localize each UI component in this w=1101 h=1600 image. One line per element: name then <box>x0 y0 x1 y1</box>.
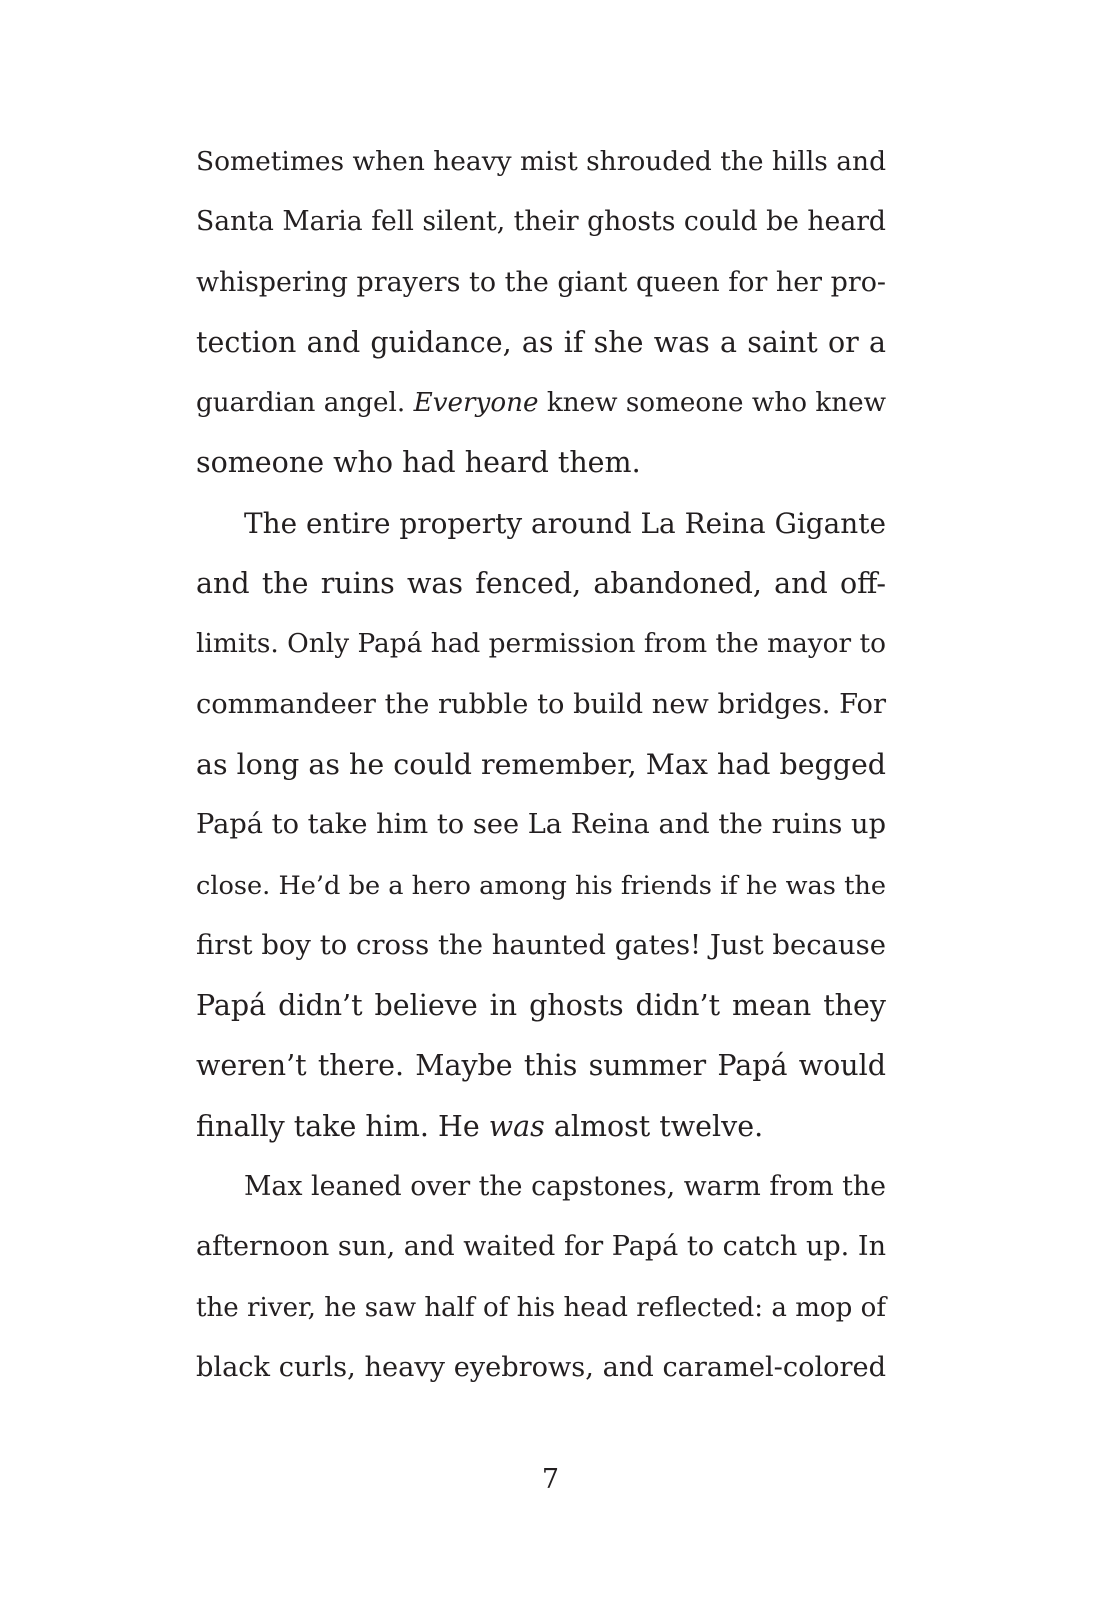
text-segment: and the ruins was fenced, abandoned, and off- <box>196 567 886 601</box>
text-segment: The entire property around La Reina Gigante <box>244 506 886 540</box>
text-segment: close. He’d be a hero among his friends if he was the <box>196 870 886 901</box>
text-line <box>196 795 886 855</box>
text-line <box>196 192 886 252</box>
paragraph <box>196 494 886 1157</box>
text-line <box>196 735 886 795</box>
text-line <box>196 1217 886 1277</box>
body-text <box>196 132 886 1398</box>
text-line <box>196 614 886 674</box>
italic-text: was <box>488 1109 545 1143</box>
text-line <box>196 554 886 614</box>
text-segment: afternoon sun, and waited for Papá to catch up. In <box>196 1231 886 1263</box>
text-line <box>196 494 886 554</box>
text-segment: Sometimes when heavy mist shrouded the hills and <box>196 146 886 177</box>
text-segment: Papá didn’t believe in ghosts didn’t mean they <box>196 989 886 1023</box>
text-segment: tection and guidance, as if she was a saint or a <box>196 325 886 359</box>
text-segment: Papá to take him to see La Reina and the ruins up <box>196 809 886 841</box>
text-segment: as long as he could remember, Max had begged <box>196 747 886 781</box>
text-segment: first boy to cross the haunted gates! Just because <box>196 929 886 961</box>
text-line <box>196 132 886 192</box>
text-line <box>196 1278 886 1338</box>
text-line <box>196 1036 886 1096</box>
text-segment: almost twelve. <box>544 1109 764 1143</box>
text-segment: weren’t there. Maybe this summer Papá would <box>196 1049 886 1083</box>
text-segment: finally take him. He <box>196 1109 489 1143</box>
text-segment: knew someone who knew <box>538 388 886 419</box>
text-line <box>196 433 886 493</box>
page-number: 7 <box>541 1464 560 1495</box>
text-line <box>196 916 886 976</box>
text-segment: Santa Maria fell silent, their ghosts could be heard <box>196 206 886 238</box>
text-line <box>196 976 886 1036</box>
text-line <box>196 373 886 433</box>
text-segment: guardian angel. <box>196 388 414 419</box>
italic-text: Everyone <box>413 388 539 419</box>
text-line <box>196 856 886 916</box>
text-line <box>196 1097 886 1157</box>
text-line <box>196 1157 886 1217</box>
text-segment: Max leaned over the capstones, warm from the <box>244 1171 886 1203</box>
text-line <box>196 675 886 735</box>
text-segment: commandeer the rubble to build new bridges. For <box>196 688 886 720</box>
paragraph <box>196 132 886 494</box>
text-line <box>196 313 886 373</box>
paragraph <box>196 1157 886 1398</box>
text-line <box>196 1338 886 1398</box>
text-segment: the river, he saw half of his head reflected: a mop of <box>196 1292 886 1323</box>
text-segment: black curls, heavy eyebrows, and caramel-colored <box>196 1351 886 1383</box>
text-segment: limits. Only Papá had permission from the mayor to <box>196 629 886 660</box>
text-line <box>196 253 886 313</box>
text-segment: someone who had heard them. <box>196 446 641 480</box>
text-segment: whispering prayers to the giant queen for her pro- <box>196 266 886 298</box>
